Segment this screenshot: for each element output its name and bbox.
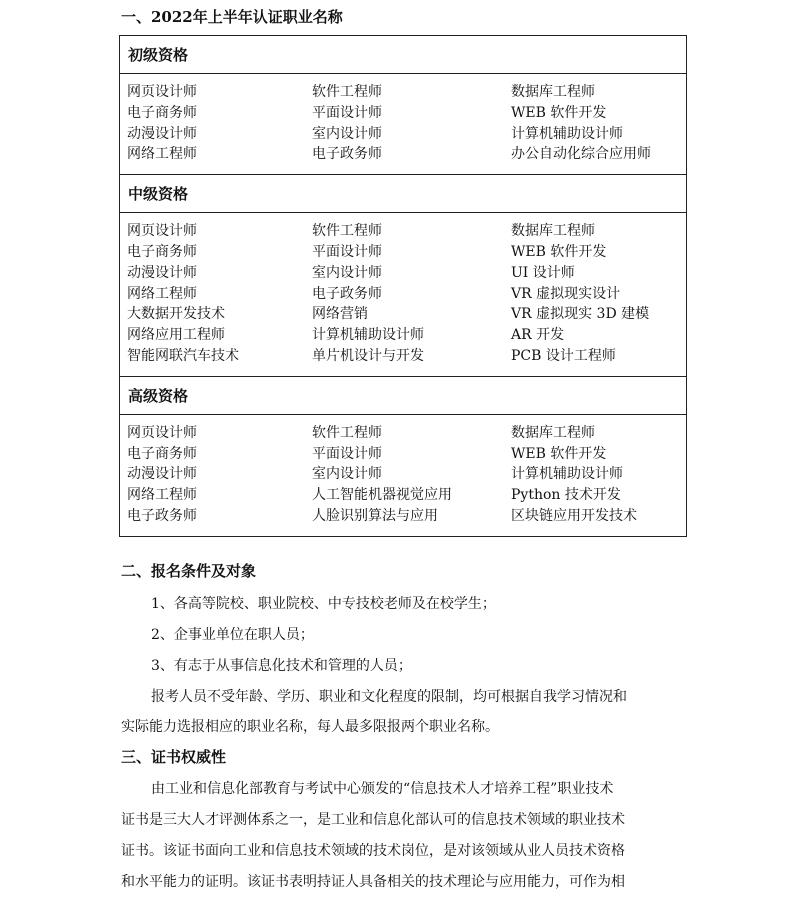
job-title: 办公自动化综合应用师	[511, 146, 651, 163]
job-title: 网络工程师	[127, 285, 197, 302]
job-title: 平面设计师	[312, 104, 382, 121]
job-title: 大数据开发技术	[127, 306, 225, 323]
requirement-item: 2、企事业单位在职人员；	[151, 627, 314, 643]
section-1-title: 一、2022年上半年认证职业名称	[121, 8, 343, 26]
job-title: 计算机辅助设计师	[511, 466, 623, 483]
job-title: WEB 软件开发	[511, 104, 607, 121]
job-title: 电子政务师	[312, 146, 382, 163]
level-body-senior	[120, 414, 687, 536]
job-title: 计算机辅助设计师	[312, 327, 424, 344]
job-title: 电子商务师	[127, 243, 197, 260]
requirement-item: 1、各高等院校、职业院校、中专技校老师及在校学生；	[151, 596, 496, 612]
job-title: 电子商务师	[127, 445, 197, 462]
job-title: 网页设计师	[127, 84, 197, 100]
job-title: VR 虚拟现实 3D 建模	[511, 306, 650, 323]
job-title: UI 设计师	[511, 264, 575, 281]
job-grid	[127, 221, 686, 367]
job-title: WEB 软件开发	[511, 445, 607, 462]
authority-paragraph-line: 证书是三大人才评测体系之一，是工业和信息化部认可的信息技术领域的职业技术	[121, 812, 625, 828]
authority-paragraph-line: 和水平能力的证明。该证书表明持证人具备相关的技术理论与应用能力，可作为相	[121, 874, 625, 890]
level-heading-junior: 初级资格	[120, 36, 687, 74]
job-title: 平面设计师	[312, 243, 382, 260]
job-title: 电子政务师	[127, 507, 197, 524]
job-title: 室内设计师	[312, 264, 382, 281]
job-title: 网络工程师	[127, 146, 197, 163]
job-title: 人工智能机器视觉应用	[312, 487, 452, 504]
job-title: 动漫设计师	[127, 125, 197, 142]
requirement-note-line: 报考人员不受年龄、学历、职业和文化程度的限制，均可根据自我学习情况和	[151, 689, 627, 705]
level-heading-senior: 高级资格	[120, 376, 687, 414]
job-title: 动漫设计师	[127, 264, 197, 281]
section-3-title: 三、证书权威性	[121, 748, 227, 766]
job-title: 室内设计师	[312, 466, 382, 483]
job-title: 单片机设计与开发	[312, 347, 424, 364]
job-title: PCB 设计工程师	[511, 347, 616, 364]
requirement-note-line: 实际能力选报相应的职业名称，每人最多限报两个职业名称。	[121, 719, 499, 735]
job-title: 计算机辅助设计师	[511, 125, 623, 142]
job-title: 平面设计师	[312, 445, 382, 462]
level-body-junior	[120, 74, 687, 175]
qualification-table	[119, 35, 687, 537]
job-title: AR 开发	[511, 327, 565, 344]
job-title: Python 技术开发	[511, 487, 621, 504]
job-title: 电子政务师	[312, 285, 382, 302]
job-title: 动漫设计师	[127, 466, 197, 483]
job-title: 网页设计师	[127, 424, 197, 441]
job-title: 智能网联汽车技术	[127, 347, 239, 364]
job-title: 网络营销	[312, 306, 368, 323]
job-title: 数据库工程师	[511, 84, 595, 100]
authority-paragraph-line: 证书。该证书面向工业和信息技术领域的技术岗位，是对该领域从业人员技术资格	[121, 843, 625, 859]
job-title: 软件工程师	[312, 84, 382, 100]
authority-paragraph-line: 由工业和信息化部教育与考试中心颁发的“信息技术人才培养工程”职业技术	[151, 781, 614, 797]
job-grid	[127, 82, 686, 165]
job-title: 软件工程师	[312, 424, 382, 441]
section-2-title: 二、报名条件及对象	[121, 562, 257, 580]
job-title: 网页设计师	[127, 223, 197, 240]
job-title: 数据库工程师	[511, 223, 595, 240]
job-title: 软件工程师	[312, 223, 382, 240]
job-title: 数据库工程师	[511, 424, 595, 441]
job-grid	[127, 423, 686, 527]
level-body-intermediate	[120, 213, 687, 377]
requirement-item: 3、有志于从事信息化技术和管理的人员；	[151, 658, 412, 674]
level-heading-intermediate: 中级资格	[120, 175, 687, 213]
job-title: VR 虚拟现实设计	[511, 285, 621, 302]
job-title: WEB 软件开发	[511, 243, 607, 260]
job-title: 区块链应用开发技术	[511, 507, 637, 524]
job-title: 网络工程师	[127, 487, 197, 504]
job-title: 人脸识别算法与应用	[312, 507, 438, 524]
job-title: 电子商务师	[127, 104, 197, 121]
job-title: 室内设计师	[312, 125, 382, 142]
job-title: 网络应用工程师	[127, 327, 225, 344]
